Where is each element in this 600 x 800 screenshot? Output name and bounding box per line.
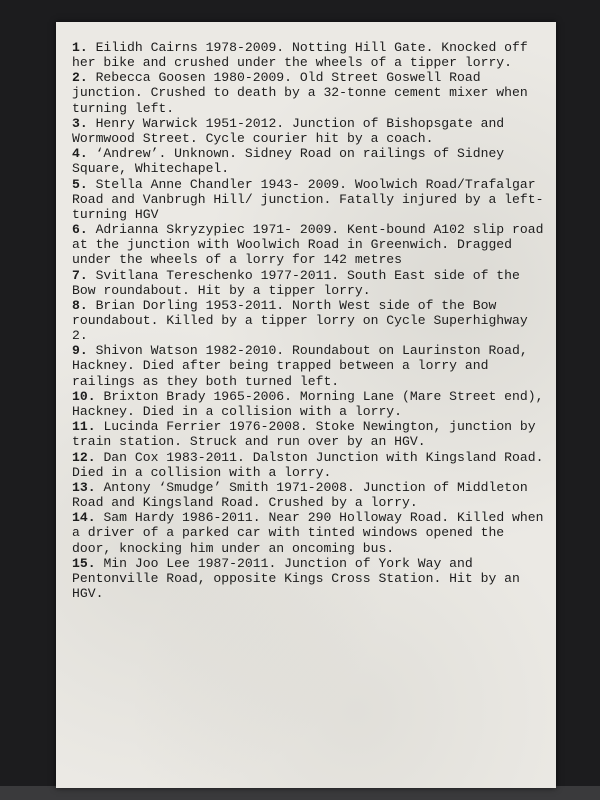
- list-item: [72, 177, 548, 222]
- entry-text: Dan Cox 1983-2011. Dalston Junction with Kingsland Road. Died in a collision with a lorry.: [72, 449, 544, 480]
- entry-text: Shivon Watson 1982-2010. Roundabout on Laurinston Road, Hackney. Died after being trapped between a lorry and railings as they both turned left.: [72, 343, 528, 389]
- backdrop-surface: [0, 786, 600, 800]
- entry-text: Min Joo Lee 1987-2011. Junction of York Way and Pentonville Road, opposite Kings Cross Station. Hit by an HGV.: [72, 555, 520, 601]
- list-item: [72, 556, 548, 601]
- list-item: [72, 268, 548, 298]
- entry-number: 8.: [72, 297, 88, 313]
- entry-text: Brian Dorling 1953-2011. North West side of the Bow roundabout. Killed by a tipper lorry on Cycle Superhighway 2.: [72, 297, 528, 344]
- entry-text: Eilidh Cairns 1978-2009. Notting Hill Gate. Knocked off her bike and crushed under the wheels of a tipper lorry.: [72, 40, 528, 71]
- entry-text: Brixton Brady 1965-2006. Morning Lane (Mare Street end), Hackney. Died in a collision with a lorry.: [72, 388, 544, 419]
- entry-text: Antony ‘Smudge’ Smith 1971-2008. Junction of Middleton Road and Kingsland Road. Crushed by a lorry.: [72, 479, 528, 511]
- list-item: [72, 480, 548, 510]
- entry-number: 13.: [72, 479, 96, 495]
- list-item: [72, 40, 548, 70]
- entry-text: Stella Anne Chandler 1943- 2009. Woolwich Road/Trafalgar Road and Vanbrugh Hill/ junction. Fatally injured by a left-turning HGV: [72, 176, 544, 222]
- entry-number: 1.: [72, 40, 88, 55]
- entry-number: 6.: [72, 222, 88, 238]
- list-item: [72, 222, 548, 267]
- entry-number: 15.: [72, 555, 96, 571]
- list-item: [72, 510, 548, 555]
- entry-number: 11.: [72, 419, 96, 435]
- entry-text: Lucinda Ferrier 1976-2008. Stoke Newington, junction by train station. Struck and run over by an HGV.: [72, 419, 536, 450]
- entry-number: 10.: [72, 388, 96, 404]
- entry-text: Rebecca Goosen 1980-2009. Old Street Goswell Road junction. Crushed to death by a 32-tonne cement mixer when turning left.: [72, 70, 528, 116]
- list-item: [72, 343, 548, 388]
- entry-number: 5.: [72, 176, 88, 192]
- list-item: [72, 70, 548, 115]
- memorial-list: [72, 40, 548, 601]
- entry-number: 14.: [72, 510, 96, 526]
- entry-number: 3.: [72, 115, 88, 131]
- entry-number: 2.: [72, 70, 88, 86]
- entry-number: 4.: [72, 146, 88, 162]
- entry-text: Adrianna Skryzypiec 1971- 2009. Kent-bound A102 slip road at the junction with Woolwich Road in Greenwich. Dragged under the wheels of a lorry for 142 metres: [72, 222, 544, 268]
- list-item: [72, 389, 548, 419]
- list-item: [72, 116, 548, 146]
- memorial-paper-sheet: [56, 22, 556, 788]
- entry-number: 9.: [72, 343, 88, 359]
- entry-text: Svitlana Tereschenko 1977-2011. South East side of the Bow roundabout. Hit by a tipper lorry.: [72, 267, 520, 298]
- list-item: [72, 450, 548, 480]
- list-item: [72, 146, 548, 176]
- entry-text: ‘Andrew’. Unknown. Sidney Road on railings of Sidney Square, Whitechapel.: [72, 146, 505, 177]
- entry-number: 12.: [72, 449, 96, 465]
- entry-number: 7.: [72, 267, 88, 283]
- entry-text: Sam Hardy 1986-2011. Near 290 Holloway Road. Killed when a driver of a parked car with tinted windows opened the door, knocking him under an oncoming bus.: [72, 510, 544, 556]
- list-item: [72, 419, 548, 449]
- entry-text: Henry Warwick 1951-2012. Junction of Bishopsgate and Wormwood Street. Cycle courier hit by a coach.: [72, 115, 505, 146]
- list-item: [72, 298, 548, 343]
